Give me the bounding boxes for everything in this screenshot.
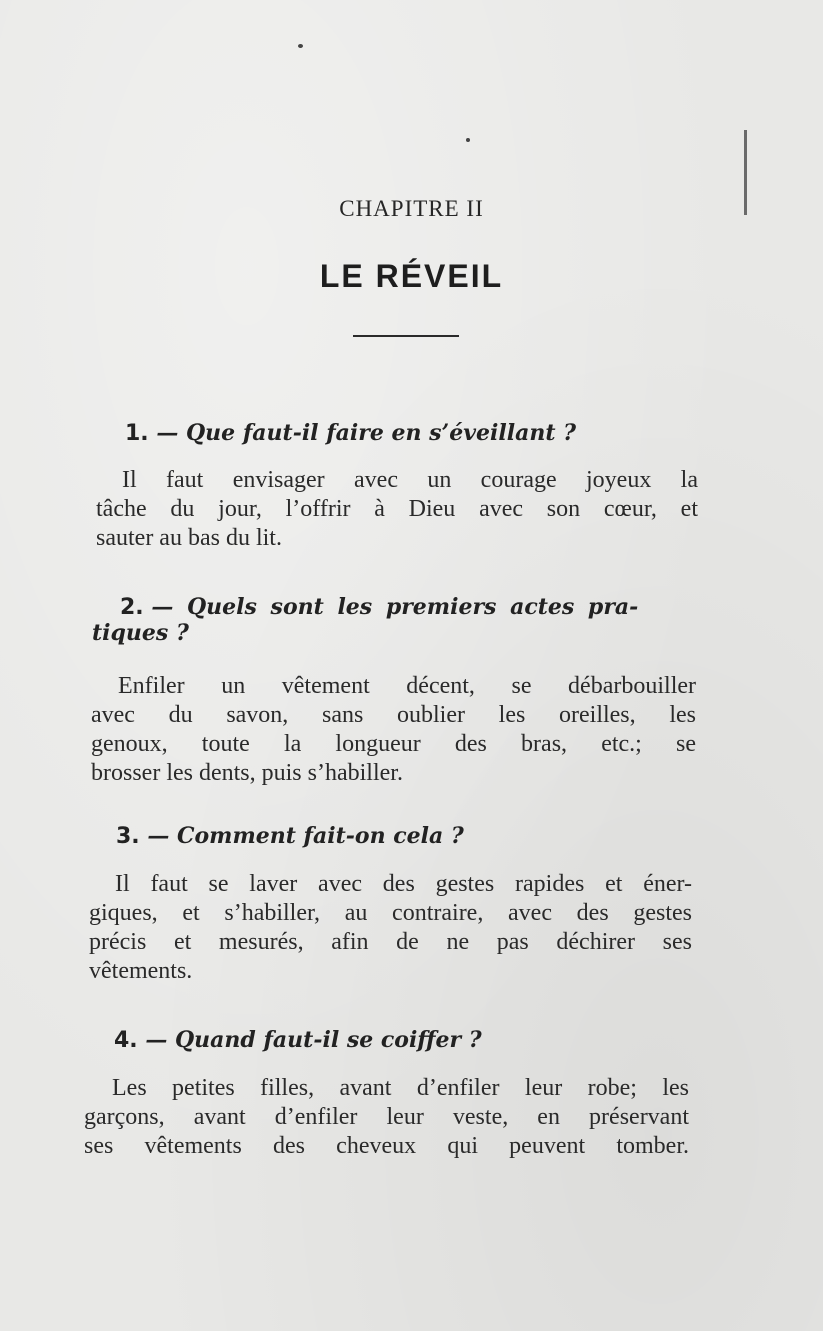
question-2: [120, 594, 696, 620]
question-number: 3.: [116, 824, 140, 849]
question-2-continuation: [92, 620, 189, 646]
answer-line: genoux, toute la longueur des bras, etc.; se: [91, 731, 696, 757]
answer-line: Il faut envisager avec un courage joyeux la: [122, 467, 698, 493]
question-number: 2.: [120, 595, 144, 620]
answer-line: giques, et s’habiller, au contraire, avec des gestes: [89, 900, 692, 926]
answer-1: [96, 466, 698, 553]
answer-line: tâche du jour, l’offrir à Dieu avec son cœur, et: [96, 496, 698, 522]
title-divider: [353, 335, 459, 337]
question-text: — Quand faut-il se coiffer ?: [145, 1027, 482, 1053]
answer-4: [84, 1074, 689, 1161]
answer-line: sauter au bas du lit.: [96, 525, 282, 551]
question-text-continuation: tiques ?: [92, 620, 189, 646]
chapter-label: CHAPITRE II: [339, 196, 484, 221]
question-text: — Que faut-il faire en s’éveillant ?: [156, 420, 577, 446]
answer-2: [91, 672, 696, 788]
question-number: 4.: [114, 1028, 138, 1053]
question-4: [114, 1027, 482, 1053]
answer-line: ses vêtements des cheveux qui peuvent tomber.: [84, 1133, 689, 1159]
question-text: — Comment fait-on cela ?: [147, 823, 464, 849]
answer-3: [89, 870, 692, 986]
question-text: — Quels sont les premiers actes pra-: [151, 594, 639, 620]
answer-line: garçons, avant d’enfiler leur veste, en préservant: [84, 1104, 689, 1130]
question-number: 1.: [125, 421, 149, 446]
answer-line: avec du savon, sans oublier les oreilles, les: [91, 702, 696, 728]
answer-line: brosser les dents, puis s’habiller.: [91, 760, 403, 786]
ink-speck: [466, 138, 470, 142]
answer-line: Il faut se laver avec des gestes rapides et éner-: [115, 871, 692, 897]
answer-line: précis et mesurés, afin de ne pas déchirer ses: [89, 929, 692, 955]
chapter-title: LE RÉVEIL: [319, 258, 504, 294]
answer-line: Enfiler un vêtement décent, se débarbouiller: [118, 673, 696, 699]
answer-line: Les petites filles, avant d’enfiler leur robe; les: [112, 1075, 689, 1101]
question-3: [116, 823, 464, 849]
question-1: [125, 420, 576, 446]
answer-line: vêtements.: [89, 958, 193, 984]
ink-speck: [298, 44, 303, 48]
